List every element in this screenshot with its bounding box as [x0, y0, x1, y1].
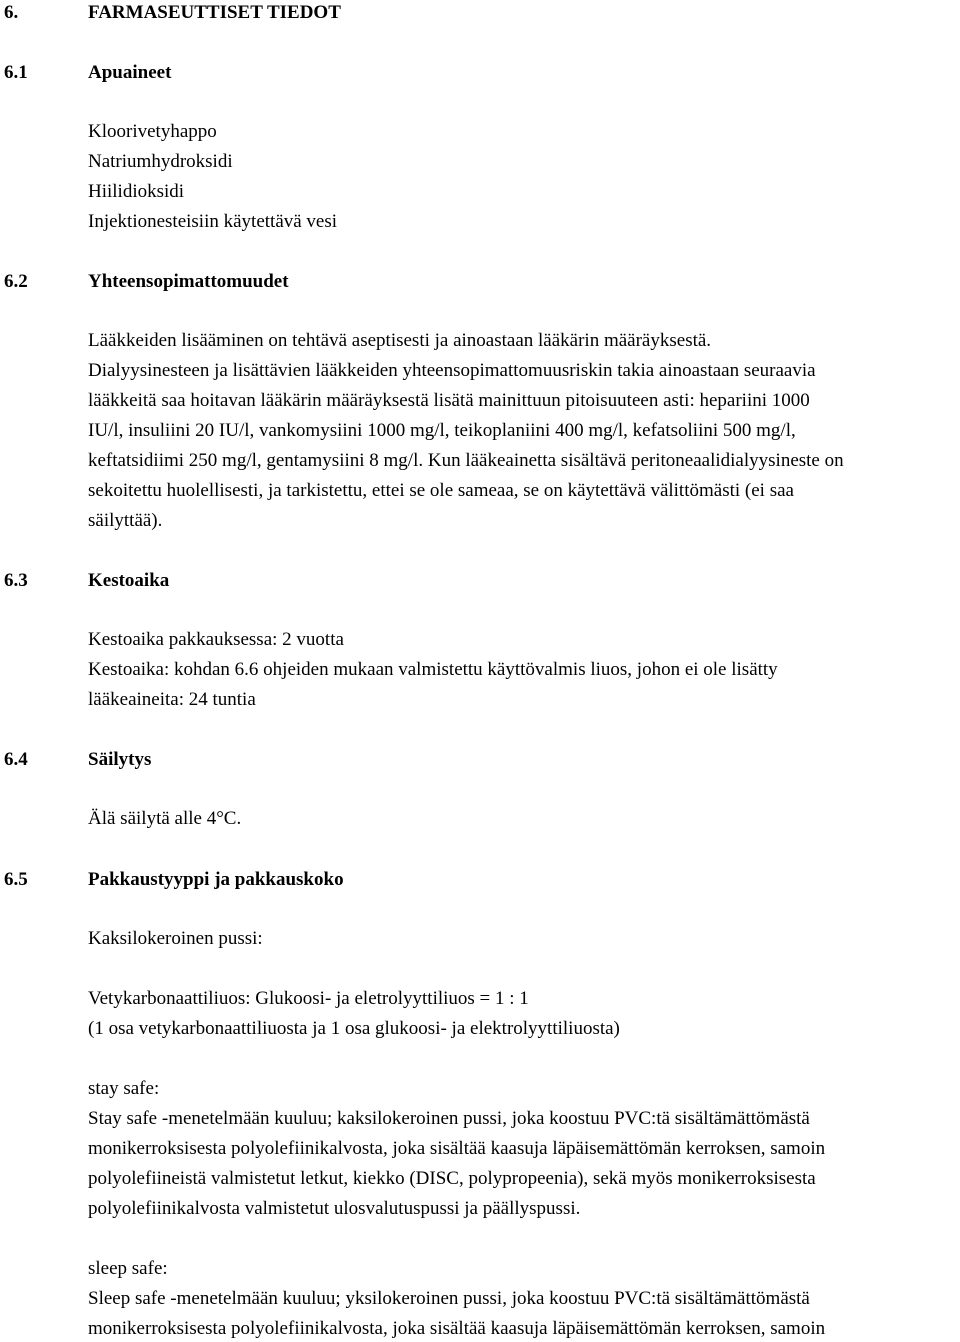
subsection-number: 6.5: [4, 869, 28, 890]
paragraph-line: monikerroksisesta polyolefiinikalvosta, joka sisältää kaasuja läpäisemättömän kerroksen, samoin: [88, 1138, 826, 1159]
sleep-safe-label: sleep safe:: [88, 1258, 168, 1279]
paragraph-line: Sleep safe -menetelmään kuuluu; yksilokeroinen pussi, joka koostuu PVC:tä sisältämättömästä: [88, 1288, 810, 1309]
subsection-number: 6.2: [4, 271, 28, 292]
ratio-line: Vetykarbonaattiliuos: Glukoosi- ja eletrolyyttiliuos = 1 : 1: [88, 988, 529, 1009]
subsection-heading-6-3: [4, 569, 169, 593]
section-heading: [4, 1, 341, 25]
subsection-title: Yhteensopimattomuudet: [88, 271, 289, 292]
subsection-title: Kestoaika: [88, 570, 170, 591]
section-title: FARMASEUTTISET TIEDOT: [88, 2, 341, 23]
subsection-title: Säilytys: [88, 749, 152, 770]
subsection-heading-6-2: [4, 270, 289, 294]
paragraph-line: Stay safe -menetelmään kuuluu; kaksilokeroinen pussi, joka koostuu PVC:tä sisältämättömästä: [88, 1108, 810, 1129]
paragraph-line: polyolefiinikalvosta valmistetut ulosvalutuspussi ja päällyspussi.: [88, 1198, 581, 1219]
subsection-title: Pakkaustyyppi ja pakkauskoko: [88, 869, 344, 890]
section-number: 6.: [4, 2, 19, 23]
excipient-item: Natriumhydroksidi: [88, 151, 233, 172]
subsection-heading-6-5: [4, 868, 344, 892]
excipient-item: Injektionesteisiin käytettävä vesi: [88, 211, 338, 232]
excipient-item: Hiilidioksidi: [88, 181, 185, 202]
package-intro: Kaksilokeroinen pussi:: [88, 928, 263, 949]
excipient-item: Kloorivetyhappo: [88, 121, 217, 142]
paragraph-line: Kestoaika: kohdan 6.6 ohjeiden mukaan valmistettu käyttövalmis liuos, johon ei ole lisätty: [88, 659, 778, 680]
ratio-line: (1 osa vetykarbonaattiliuosta ja 1 osa glukoosi- ja elektrolyyttiliuosta): [88, 1018, 620, 1039]
paragraph-line: Älä säilytä alle 4°C.: [88, 808, 242, 829]
subsection-number: 6.3: [4, 570, 28, 591]
subsection-number: 6.4: [4, 749, 28, 770]
paragraph-line: sekoitettu huolellisesti, ja tarkistettu, ettei se ole sameaa, se on käytettävä välittömästi (ei saa: [88, 480, 794, 501]
paragraph-line: Dialyysinesteen ja lisättävien lääkkeiden yhteensopimattomuusriskin takia ainoastaan seuraavia: [88, 360, 816, 381]
paragraph-line: monikerroksisesta polyolefiinikalvosta, joka sisältää kaasuja läpäisemättömän kerroksen, samoin: [88, 1318, 826, 1339]
paragraph-line: keftatsidiimi 250 mg/l, gentamysiini 8 mg/l. Kun lääkeainetta sisältävä peritoneaalidialyysineste on: [88, 450, 844, 471]
subsection-title: Apuaineet: [88, 62, 172, 83]
paragraph-line: Kestoaika pakkauksessa: 2 vuotta: [88, 629, 344, 650]
paragraph-line: Lääkkeiden lisääminen on tehtävä aseptisesti ja ainoastaan lääkärin määräyksestä.: [88, 330, 712, 351]
paragraph-line: lääkeaineita: 24 tuntia: [88, 689, 256, 710]
paragraph-line: IU/l, insuliini 20 IU/l, vankomysiini 1000 mg/l, teikoplaniini 400 mg/l, kefatsoliini 500 mg/l,: [88, 420, 796, 441]
paragraph-line: polyolefiineistä valmistetut letkut, kiekko (DISC, polypropeenia), sekä myös monikerroksisesta: [88, 1168, 816, 1189]
paragraph-line: säilyttää).: [88, 510, 163, 531]
subsection-heading-6-4: [4, 748, 151, 772]
subsection-heading-6-1: [4, 61, 171, 85]
paragraph-line: lääkkeitä saa hoitavan lääkärin määräyksestä lisätä mainittuun pitoisuuteen asti: hepariini 1000: [88, 390, 810, 411]
stay-safe-label: stay safe:: [88, 1078, 160, 1099]
subsection-number: 6.1: [4, 62, 28, 83]
